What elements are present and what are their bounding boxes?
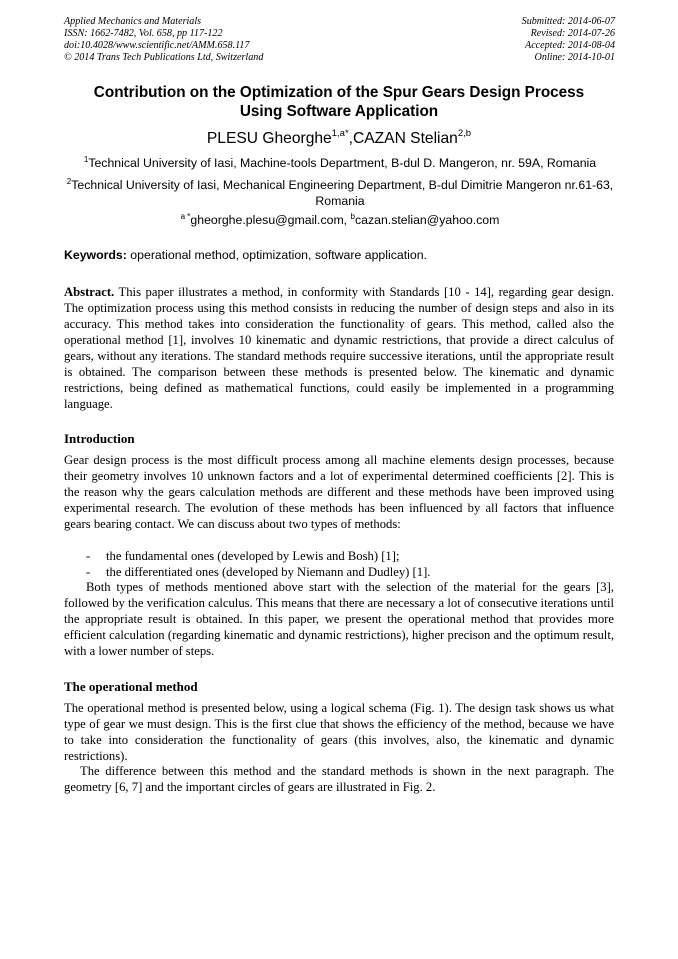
accepted-date: Accepted: 2014-08-04 (525, 40, 615, 51)
journal-info (64, 16, 263, 64)
email-b-marker: b (350, 212, 355, 221)
paper-title (60, 83, 618, 121)
email-b-link[interactable]: cazan.stelian@yahoo.com (354, 213, 500, 227)
operational-paragraph-2: The difference between this method and the standard methods is shown in the next paragraph. The geometry [6, 7] and the important circles of gears are illustrated in Fig. 2. (64, 764, 614, 794)
affiliation-2-marker: 2 (66, 177, 72, 186)
affiliation-1 (62, 155, 618, 171)
publication-dates (522, 16, 615, 64)
bullet-marker: - (86, 549, 91, 563)
author-2-marker: 2,b (457, 128, 472, 139)
operational-paragraph-1: The operational method is presented below, using a logical schema (Fig. 1). The design task shows us what type of gear we must design. This is the first clue that shows the efficiency of the method, because we have to take into consideration the functionality of gears (this involves, also, the kinematic and dynamic restrictions). (64, 701, 614, 763)
author-1-name: PLESU Gheorghe (206, 130, 332, 147)
keywords-label: Keywords: (64, 248, 127, 262)
methods-list (86, 548, 616, 580)
author-list (40, 129, 638, 149)
list-item (86, 548, 616, 564)
abstract-text: This paper illustrates a method, in conformity with Standards [10 - 14], regarding gear design. The optimization process using this method consists in reducing the number of design steps and also in its accuracy. This method takes into consideration the functionality of gears. This method, called also the operational method [1], involves 10 kinematic and dynamic restrictions, that provide a direct calculus of gears, without any iterations. The standard methods require successive iterations, until the appropriate result is obtained. The comparison between these methods is presented below. The kinematic and dynamic restrictions, being defined as mathematical functions, could easily be implemented in a programming language. (64, 285, 614, 411)
journal-name: Applied Mechanics and Materials (64, 16, 202, 27)
affiliation-1-text: Technical University of Iasi, Machine-tools Department, B-dul D. Mangeron, nr. 59A, Romania (88, 156, 597, 170)
author-emails (62, 212, 618, 228)
issn-line: ISSN: 1662-7482, Vol. 658, pp 117-122 (64, 28, 223, 39)
author-1-marker: 1,a* (331, 128, 349, 139)
submitted-date: Submitted: 2014-06-07 (521, 16, 615, 27)
affiliation-2 (62, 177, 618, 209)
introduction-heading: Introduction (64, 431, 135, 446)
affiliation-2-text: Technical University of Iasi, Mechanical Engineering Department, B-dul Dimitrie Mangeron nr.61-63, Romania (71, 178, 614, 208)
list-item-text: the fundamental ones (developed by Lewis and Bosh) [1]; (106, 549, 400, 563)
operational-method-heading: The operational method (64, 679, 198, 694)
bullet-marker: - (86, 565, 91, 579)
introduction-paragraph-2: Both types of methods mentioned above start with the selection of the material for the gears [3], followed by the verification calculus. This means that there are necessary a lot of consecutive iterations until the appropriate result is obtained. In this paper, we present the operational method that provides more efficient calculation (regarding kinematic and dynamic restrictions), higher precison and the optimum result, with a lower number of steps. (64, 580, 614, 658)
revised-date: Revised: 2014-07-26 (530, 28, 615, 39)
title-line-2: Using Software Application (239, 103, 439, 120)
introduction-paragraph-1: Gear design process is the most difficult process among all machine elements design processes, because their geometry involves 10 unknown factors and a lot of experimental determined coefficients [2]. This is the reason why the gears calculation methods are different and these methods have been improved using experimental research. The evolution of these methods has been influenced by all factors that influence gears bearing contact. We can discuss about two types of methods: (64, 453, 614, 531)
title-line-1: Contribution on the Optimization of the Spur Gears Design Process (93, 84, 585, 101)
affiliation-1-marker: 1 (83, 155, 89, 164)
abstract (64, 284, 614, 412)
list-item (86, 564, 616, 580)
email-a-marker: a * (180, 212, 191, 221)
copyright-line: © 2014 Trans Tech Publications Ltd, Switzerland (64, 52, 264, 63)
keywords-text: operational method, optimization, software application. (130, 248, 427, 262)
keywords (64, 248, 616, 263)
author-2-name: CAZAN Stelian (352, 130, 458, 147)
email-a-link[interactable]: gheorghe.plesu@gmail.com, (190, 213, 348, 227)
abstract-label: Abstract. (64, 285, 115, 299)
list-item-text: the differentiated ones (developed by Niemann and Dudley) [1]. (106, 565, 431, 579)
author-separator: , (348, 130, 353, 147)
doi-line: doi:10.4028/www.scientific.net/AMM.658.117 (64, 40, 250, 51)
online-date: Online: 2014-10-01 (534, 52, 615, 63)
